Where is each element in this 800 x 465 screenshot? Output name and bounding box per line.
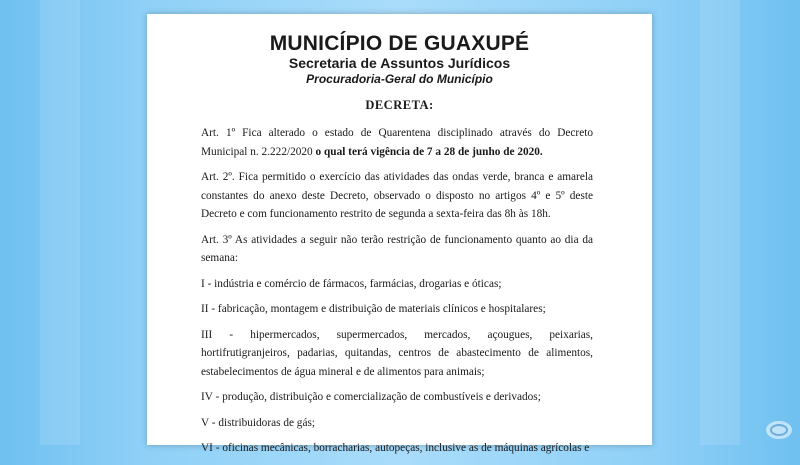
- document-page: [147, 14, 652, 454]
- decree-heading: DECRETA:: [365, 98, 434, 112]
- article-1-validity: o qual terá vigência de 7 a 28 de junho de 2020.: [315, 145, 543, 158]
- article-1: [201, 124, 593, 161]
- tv-channel-logo-icon: [764, 419, 794, 441]
- municipality-title: MUNICÍPIO DE GUAXUPÉ: [269, 32, 530, 55]
- list-item: IV - produção, distribuição e comercialização de combustíveis e derivados;: [201, 391, 541, 403]
- article-2: Art. 2º. Fica permitido o exercício das atividades das ondas verde, branca e amarela constantes do anexo deste Decreto, observado o disposto no artigos 4º e 5º deste Decreto e com funcionamento restrito de segunda a sexta-feira das 8h às 18h.: [201, 171, 593, 220]
- background-stripe: [700, 0, 740, 445]
- list-item: II - fabricação, montagem e distribuição de materiais clínicos e hospitalares;: [201, 303, 546, 315]
- article-3: Art. 3º As atividades a seguir não terão restrição de funcionamento quanto ao dia da semana:: [201, 233, 593, 264]
- attorney-office-subtitle: Procuradoria-Geral do Município: [306, 72, 493, 86]
- list-item: V - distribuidoras de gás;: [201, 416, 316, 429]
- decree-body: [201, 124, 593, 465]
- list-item: VI - oficinas mecânicas, borracharias, autopeças, inclusive as de máquinas agrícolas e: [201, 442, 590, 454]
- list-item: III - hipermercados, supermercados, mercados, açougues, peixarias, hortifrutigranjeiros, padarias, quitandas, centros de abastecimento de alimentos, estabelecimentos de água mineral e de alimentos para animais;: [201, 328, 593, 378]
- background-stripe: [40, 0, 80, 445]
- list-item: I - indústria e comércio de fármacos, farmácias, drogarias e óticas;: [201, 277, 502, 290]
- secretariat-subtitle: Secretaria de Assuntos Jurídicos: [288, 55, 511, 71]
- article-1-text: Art. 1º Fica alterado o estado de Quarentena disciplinado através do Decreto Municipal n. 2.222/2020: [201, 127, 593, 158]
